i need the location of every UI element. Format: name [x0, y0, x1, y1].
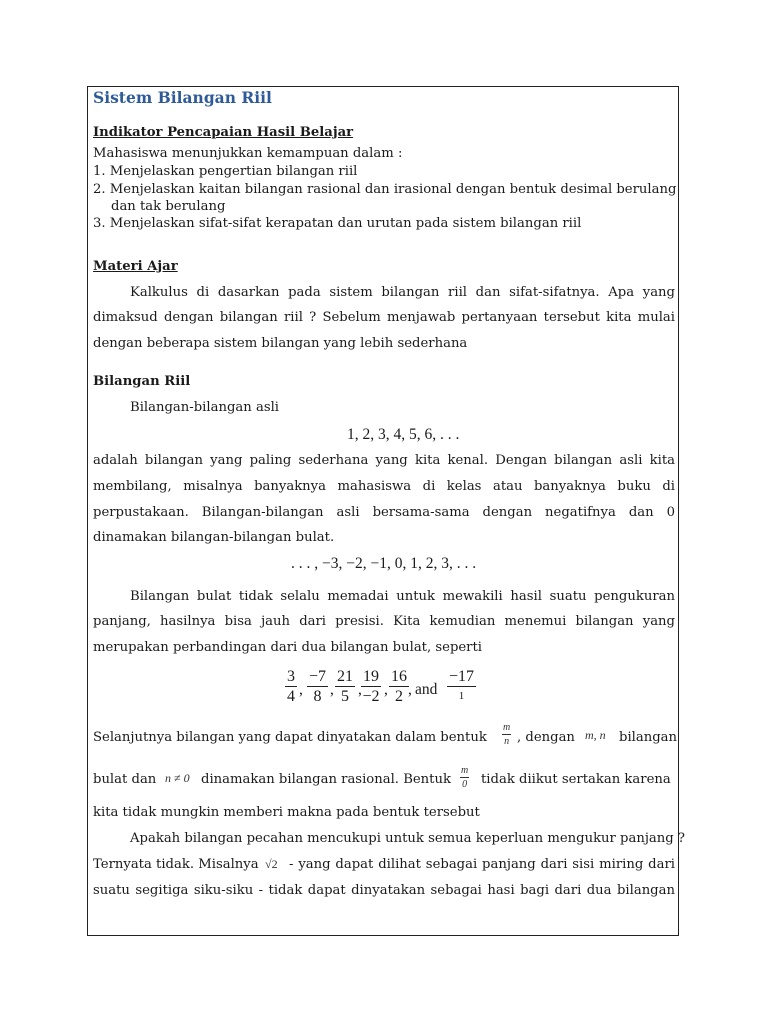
fraction-denominator: 4	[287, 688, 295, 705]
and-word: and	[415, 681, 438, 698]
fraction-numerator: 19	[363, 668, 379, 685]
fraction-separator: ,	[330, 681, 334, 698]
rasional-line-1b: , dengan	[517, 730, 575, 745]
pecahan-line-2a: Ternyata tidak. Misalnya	[93, 857, 259, 872]
pecahan-line-2b: - yang dapat dilihat sebagai panjang dari sisi miring dari	[289, 857, 675, 872]
fraction-separator: ,	[408, 681, 412, 698]
riil-line-3: perpustakaan. Bilangan-bilangan asli bersama-sama dengan negatifnya dan 0	[93, 505, 675, 520]
riil-line-2: membilang, misalnya banyaknya mahasiswa di kelas atau banyaknya buku di	[93, 479, 675, 494]
materi-line-1: Kalkulus di dasarkan pada sistem bilangan riil dan sifat-sifatnya. Apa yang	[130, 285, 675, 300]
rasional-line-2a: bulat dan	[93, 772, 157, 787]
m-comma-n: m, n	[585, 728, 606, 742]
fraction-separator: ,	[299, 681, 303, 698]
rasional-line-3: kita tidak mungkin memberi makna pada bentuk tersebut	[93, 805, 480, 820]
rasional-line-1c: bilangan	[619, 730, 678, 745]
fraction-separator: ,	[384, 681, 388, 698]
rasional-line-1a: Selanjutnya bilangan yang dapat dinyatakan dalam bentuk	[93, 730, 487, 745]
fraction-denominator: 5	[341, 688, 349, 705]
materi-line-3: dengan beberapa sistem bilangan yang lebih sederhana	[93, 336, 468, 351]
pecahan-line-1: Apakah bilangan pecahan mencukupi untuk semua keperluan mengukur panjang ?	[130, 831, 685, 846]
fraction-example	[447, 667, 476, 706]
fraction-denominator: 2	[395, 688, 403, 705]
fraction-numerator: m	[461, 765, 469, 776]
page-title: Sistem Bilangan Riil	[93, 88, 272, 107]
fraction-example	[389, 667, 409, 706]
fraction-numerator: −17	[449, 668, 475, 685]
fraction-m-over-zero	[460, 765, 469, 791]
bulat-line-1: Bilangan bulat tidak selalu memadai untuk mewakili hasil suatu pengukuran	[130, 589, 675, 604]
asli-sequence: 1, 2, 3, 4, 5, 6, . . .	[347, 426, 460, 443]
indikator-heading: Indikator Pencapaian Hasil Belajar	[93, 125, 354, 140]
fraction-denominator: 1	[458, 690, 465, 702]
fraction-denominator: 8	[313, 688, 322, 705]
riil-heading: Bilangan Riil	[93, 374, 191, 389]
indikator-item-2: 2. Menjelaskan kaitan bilangan rasional dan irasional dengan bentuk desimal berulang	[93, 182, 677, 197]
fraction-example	[335, 667, 355, 706]
n-not-zero: n ≠ 0	[165, 771, 190, 785]
rasional-line-2c: tidak diikut sertakan karena	[481, 772, 671, 787]
fraction-denominator: 0	[462, 779, 468, 790]
fraction-numerator: 16	[391, 668, 407, 685]
materi-heading: Materi Ajar	[93, 259, 178, 274]
indikator-item-3: 3. Menjelaskan sifat-sifat kerapatan dan urutan pada sistem bilangan riil	[93, 216, 582, 231]
pecahan-line-3: suatu segitiga siku-siku - tidak dapat dinyatakan sebagai hasi bagi dari dua bilangan	[93, 883, 675, 898]
fraction-m-over-n	[502, 722, 511, 748]
sqrt-two: √2	[265, 857, 278, 871]
fraction-numerator: −7	[309, 668, 327, 685]
fraction-example	[361, 667, 381, 706]
fraction-example	[307, 667, 328, 706]
fraction-numerator: m	[503, 722, 511, 733]
bulat-sequence: . . . , −3, −2, −1, 0, 1, 2, 3, . . .	[291, 555, 477, 572]
indikator-item-1: 1. Menjelaskan pengertian bilangan riil	[93, 164, 358, 179]
fraction-separator: ,	[358, 681, 362, 698]
fraction-numerator: 3	[287, 668, 295, 685]
riil-line-1: adalah bilangan yang paling sederhana yang kita kenal. Dengan bilangan asli kita	[93, 453, 675, 468]
fraction-example	[285, 667, 297, 706]
fraction-denominator: n	[504, 736, 510, 747]
indikator-intro: Mahasiswa menunjukkan kemampuan dalam :	[93, 146, 403, 161]
fraction-denominator: −2	[362, 688, 380, 705]
riil-line-4: dinamakan bilangan-bilangan bulat.	[93, 530, 335, 545]
asli-intro: Bilangan-bilangan asli	[130, 400, 280, 415]
fraction-numerator: 21	[337, 668, 353, 685]
materi-line-2: dimaksud dengan bilangan riil ? Sebelum menjawab pertanyaan tersebut kita mulai	[93, 310, 675, 325]
bulat-line-3: merupakan perbandingan dari dua bilangan bulat, seperti	[93, 640, 483, 655]
rasional-line-2b: dinamakan bilangan rasional. Bentuk	[201, 772, 451, 787]
bulat-line-2: panjang, hasilnya bisa jauh dari presisi. Kita kemudian menemui bilangan yang	[93, 614, 675, 629]
indikator-item-2-cont: dan tak berulang	[111, 199, 226, 214]
